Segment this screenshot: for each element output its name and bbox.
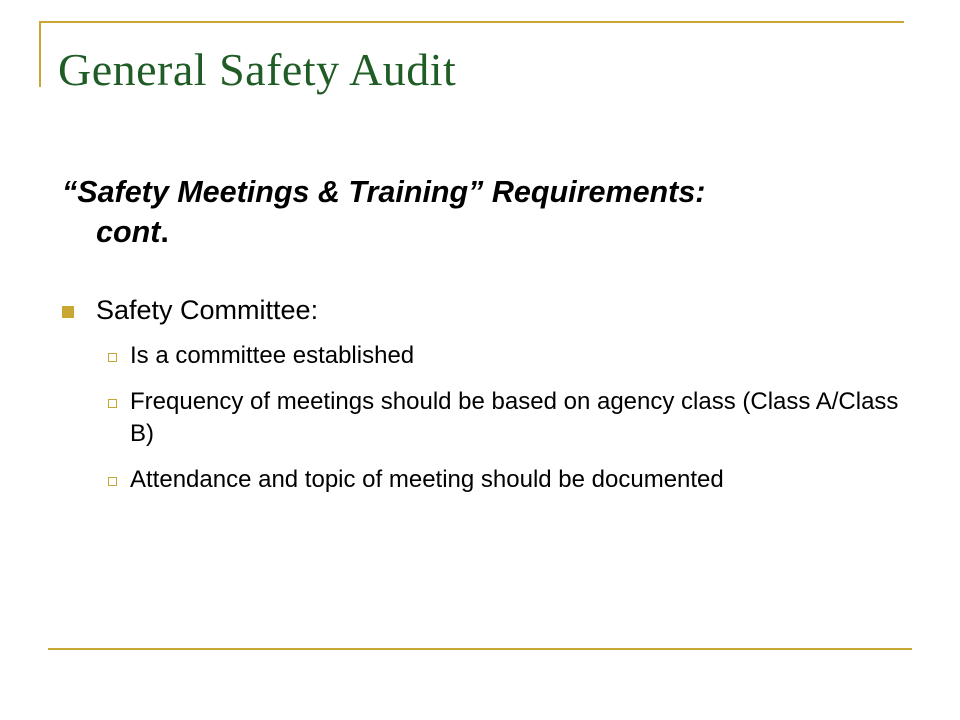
hollow-square-bullet-icon (108, 399, 117, 408)
section-subheading (62, 172, 956, 252)
slide-title: General Safety Audit (58, 44, 457, 95)
subheading-period: . (160, 215, 169, 249)
sub-bullet-list (108, 340, 908, 510)
subheading-line-1: “Safety Meetings & Training” Requirements: (62, 175, 706, 209)
frame-top-rule (40, 21, 904, 23)
sub-bullet-item (108, 386, 908, 450)
subheading-cont: cont (96, 215, 161, 249)
sub-bullet-text: Frequency of meetings should be based on agency class (Class A/Class B) (130, 388, 899, 447)
sub-bullet-text: Attendance and topic of meeting should be documented (130, 466, 724, 493)
bullet-label: Safety Committee: (96, 295, 319, 325)
sub-bullet-text: Is a committee established (130, 342, 415, 369)
sub-bullet-item (108, 340, 908, 372)
sub-bullet-item (108, 464, 908, 496)
frame-left-rule (39, 21, 41, 87)
frame-bottom-rule (48, 648, 912, 650)
square-bullet-icon (62, 306, 74, 318)
hollow-square-bullet-icon (108, 353, 117, 362)
hollow-square-bullet-icon (108, 477, 117, 486)
